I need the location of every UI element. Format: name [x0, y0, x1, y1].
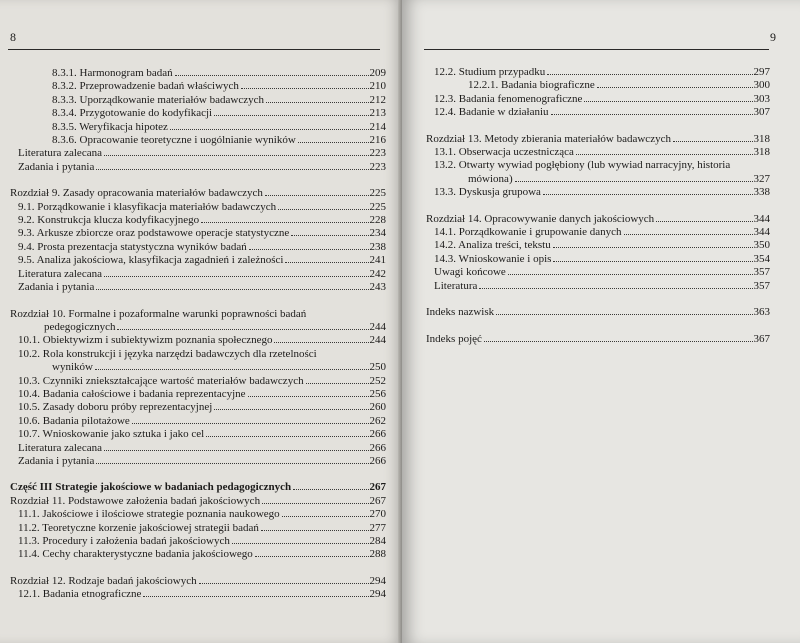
toc-entry-title: Literatura zalecana — [18, 267, 102, 280]
toc-entry-page: 288 — [369, 548, 386, 561]
dot-leader — [285, 262, 368, 263]
dot-leader — [96, 289, 368, 290]
toc-entry-title: 10.3. Czynniki zniekształcające wartość materiałów badawczych — [18, 374, 304, 387]
toc-entry — [10, 415, 386, 428]
toc-entry-page: 303 — [753, 92, 770, 105]
toc-spacer — [10, 174, 386, 187]
toc-entry — [10, 201, 386, 214]
toc-entry-continuation — [10, 321, 386, 334]
toc-entry-title: 10.5. Zasady doboru próby reprezentacyjnej — [18, 401, 213, 414]
toc-entry-page: 223 — [369, 160, 386, 173]
dot-leader — [547, 74, 752, 75]
toc-entry-title: Literatura — [434, 279, 478, 292]
toc-entry — [10, 495, 386, 508]
toc-entry-page: 357 — [753, 266, 770, 279]
dot-leader — [624, 234, 753, 235]
toc-entry-page: 244 — [369, 320, 386, 333]
toc-entry — [426, 213, 770, 226]
toc-entry — [10, 227, 386, 240]
toc-entry-title: 8.3.4. Przygotowanie do kodyfikacji — [52, 107, 213, 120]
toc-entry — [10, 348, 386, 375]
dot-leader — [278, 209, 368, 210]
toc-entry-page: 297 — [753, 66, 770, 78]
toc-entry-page: 267 — [369, 481, 386, 494]
dot-leader — [484, 341, 753, 342]
toc-entry-title: 10.1. Obiektywizm i subiektywizm poznania społecznego — [18, 334, 273, 347]
dot-leader — [673, 141, 753, 142]
toc-entry — [10, 535, 386, 548]
toc-entry-page: 294 — [369, 574, 386, 587]
toc-entry-page: 344 — [753, 226, 770, 239]
toc-entry — [10, 575, 386, 588]
toc-entry-page: 214 — [369, 120, 386, 133]
toc-entry — [10, 281, 386, 294]
dot-leader — [95, 369, 369, 370]
dot-leader — [291, 235, 368, 236]
toc-entry-page: 244 — [369, 334, 386, 347]
toc-entry-title: 9.5. Analiza jakościowa, klasyfikacja zagadnień i zależności — [18, 254, 284, 267]
dot-leader — [143, 596, 368, 597]
toc-entry-title: Zadania i pytania — [18, 160, 95, 173]
dot-leader — [553, 247, 753, 248]
toc-entry-title: Indeks pojęć — [426, 332, 482, 345]
toc-entry — [426, 93, 770, 106]
toc-entry — [426, 333, 770, 346]
header-rule-left — [8, 49, 380, 50]
toc-entry-title: Zadania i pytania — [18, 454, 95, 467]
toc-right — [426, 66, 770, 346]
toc-entry-title: 9.4. Prosta prezentacja statystyczna wyników badań — [18, 240, 247, 253]
toc-entry-title: 10.2. Rola konstrukcji i języka narzędzi badawczych dla rzetelności — [18, 347, 317, 360]
toc-entry — [10, 161, 386, 174]
toc-entry — [426, 266, 770, 279]
toc-entry — [426, 186, 770, 199]
toc-entry-title: 14.3. Wnioskowanie i opis — [434, 252, 552, 265]
dot-leader — [261, 530, 369, 531]
toc-entry-page: 213 — [369, 107, 386, 120]
toc-spacer — [426, 120, 770, 133]
page-number-left: 8 — [10, 30, 16, 44]
toc-entry-title: Indeks nazwisk — [426, 306, 495, 319]
toc-entry — [426, 239, 770, 252]
toc-entry-title: 12.2.1. Badania biograficzne — [468, 79, 595, 92]
dot-leader — [241, 88, 369, 89]
toc-entry-page: 267 — [369, 494, 386, 507]
toc-entry — [10, 508, 386, 521]
toc-entry — [426, 146, 770, 159]
dot-leader — [175, 75, 369, 76]
dot-leader — [96, 463, 368, 464]
toc-entry-page: 318 — [753, 132, 770, 145]
dot-leader — [249, 249, 369, 250]
dot-leader — [479, 288, 752, 289]
dot-leader — [199, 583, 369, 584]
toc-entry — [10, 94, 386, 107]
toc-entry-page: 210 — [369, 80, 386, 93]
toc-entry-page: 242 — [369, 267, 386, 280]
toc-spacer — [426, 320, 770, 333]
dot-leader — [282, 516, 369, 517]
toc-entry-page: 256 — [369, 387, 386, 400]
toc-entry-title: Literatura zalecana — [18, 441, 102, 454]
toc-entry-page: 241 — [369, 254, 386, 267]
toc-entry-page: 354 — [753, 252, 770, 265]
toc-entry-continuation — [434, 173, 770, 186]
toc-entry-title-cont: mówiona) — [468, 172, 513, 185]
toc-entry-title: 10.7. Wnioskowanie jako sztuka i jako cel — [18, 428, 205, 441]
dot-leader — [656, 221, 752, 222]
toc-entry-title: 8.3.2. Przeprowadzenie badań właściwych — [52, 80, 239, 93]
toc-entry-title: 13.3. Dyskusja grupowa — [434, 186, 541, 199]
dot-leader — [515, 181, 753, 182]
toc-entry-page: 266 — [369, 441, 386, 454]
toc-entry-page: 307 — [753, 106, 770, 119]
dot-leader — [255, 556, 369, 557]
toc-entry — [10, 334, 386, 347]
toc-entry — [426, 66, 770, 79]
toc-entry — [10, 67, 386, 80]
toc-entry-page: 234 — [369, 227, 386, 240]
toc-entry-page: 367 — [753, 332, 770, 345]
toc-entry-title: 8.3.6. Opracowanie teoretyczne i uogólnianie wyników — [52, 134, 296, 147]
toc-entry-title: 8.3.5. Weryfikacja hipotez — [52, 120, 168, 133]
toc-entry-page: 363 — [753, 306, 770, 319]
toc-entry-title: 10.4. Badania całościowe i badania reprezentacyjne — [18, 387, 246, 400]
toc-entry-page: 225 — [369, 187, 386, 200]
toc-entry-title: 9.2. Konstrukcja klucza kodyfikacyjnego — [18, 214, 200, 227]
toc-entry — [10, 428, 386, 441]
toc-entry-title: Zadania i pytania — [18, 281, 95, 294]
toc-entry-page: 294 — [369, 588, 386, 601]
dot-leader — [543, 194, 753, 195]
dot-leader — [96, 169, 368, 170]
toc-entry-title: 11.2. Teoretyczne korzenie jakościowej strategii badań — [18, 521, 259, 534]
toc-entry-page: 266 — [369, 428, 386, 441]
dot-leader — [117, 329, 368, 330]
toc-entry-page: 277 — [369, 521, 386, 534]
page-number-right: 9 — [770, 30, 776, 44]
toc-entry-page: 250 — [369, 361, 386, 374]
toc-entry-page: 212 — [369, 93, 386, 106]
toc-entry — [10, 588, 386, 601]
toc-entry-page: 252 — [369, 374, 386, 387]
toc-entry-page: 318 — [753, 146, 770, 159]
toc-entry — [10, 121, 386, 134]
toc-spacer — [10, 295, 386, 308]
toc-entry-title-cont: wyników — [52, 361, 93, 374]
dot-leader — [214, 409, 368, 410]
dot-leader — [214, 115, 368, 116]
toc-entry-title: 11.3. Procedury i założenia badań jakościowych — [18, 535, 230, 547]
toc-entry-continuation — [18, 361, 386, 374]
header-rule-right — [424, 49, 769, 50]
dot-leader — [298, 142, 369, 143]
dot-leader — [306, 383, 369, 384]
dot-leader — [104, 450, 369, 451]
toc-entry — [426, 159, 770, 186]
toc-entry-page: 228 — [369, 214, 386, 227]
toc-spacer — [426, 200, 770, 213]
toc-spacer — [426, 293, 770, 306]
dot-leader — [508, 274, 753, 275]
toc-entry-title: 9.1. Porządkowanie i klasyfikacja materiałów badawczych — [18, 200, 277, 213]
toc-entry — [10, 241, 386, 254]
toc-entry-title: Część III Strategie jakościowe w badaniach pedagogicznych — [10, 481, 292, 494]
toc-entry-title: Rozdział 11. Podstawowe założenia badań jakościowych — [10, 494, 261, 507]
toc-entry — [426, 226, 770, 239]
toc-entry — [426, 253, 770, 266]
dot-leader — [597, 87, 753, 88]
dot-leader — [266, 102, 369, 103]
toc-entry-title: 12.4. Badanie w działaniu — [434, 106, 549, 119]
toc-entry-page: 270 — [369, 508, 386, 521]
dot-leader — [584, 101, 752, 102]
dot-leader — [553, 261, 752, 262]
toc-entry — [10, 455, 386, 468]
toc-entry-page: 357 — [753, 279, 770, 292]
toc-entry-title: 11.4. Cechy charakterystyczne badania jakościowego — [18, 548, 253, 561]
toc-entry — [10, 107, 386, 120]
toc-entry-title: Literatura zalecana — [18, 147, 102, 160]
toc-entry — [10, 254, 386, 267]
toc-entry-page: 327 — [753, 172, 770, 185]
toc-entry — [10, 548, 386, 561]
dot-leader — [201, 222, 368, 223]
toc-entry-title: 11.1. Jakościowe i ilościowe strategie poznania naukowego — [18, 508, 280, 521]
toc-entry-title: 13.1. Obserwacja uczestnicząca — [434, 146, 574, 159]
toc-entry-page: 260 — [369, 401, 386, 414]
dot-leader — [232, 543, 369, 544]
toc-entry-page: 243 — [369, 281, 386, 294]
toc-entry-page: 266 — [369, 454, 386, 467]
toc-spacer — [10, 468, 386, 481]
toc-entry — [426, 306, 770, 319]
toc-entry-title: 14.2. Analiza treści, tekstu — [434, 239, 551, 252]
toc-entry-page: 216 — [369, 134, 386, 147]
toc-entry — [10, 308, 386, 335]
toc-entry-title: Rozdział 9. Zasady opracowania materiałów badawczych — [10, 187, 263, 200]
toc-entry — [10, 481, 386, 494]
toc-entry — [10, 187, 386, 200]
toc-entry-page: 300 — [753, 79, 770, 92]
right-page — [402, 0, 800, 643]
toc-entry-title: Rozdział 10. Formalne i pozaformalne warunki poprawności badań — [10, 307, 307, 320]
toc-entry — [10, 268, 386, 281]
toc-entry-title: 12.1. Badania etnograficzne — [18, 588, 142, 601]
toc-spacer — [10, 562, 386, 575]
dot-leader — [496, 314, 752, 315]
toc-entry-page: 223 — [369, 147, 386, 160]
toc-entry-page: 350 — [753, 239, 770, 252]
toc-entry-title: 8.3.3. Uporządkowanie materiałów badawczych — [52, 93, 264, 106]
toc-entry — [10, 401, 386, 414]
toc-entry-title: Rozdział 14. Opracowywanie danych jakościowych — [426, 212, 655, 225]
toc-entry — [10, 442, 386, 455]
toc-entry-page: 284 — [369, 535, 386, 547]
dot-leader — [265, 195, 369, 196]
toc-entry — [426, 280, 770, 293]
toc-entry-title: Uwagi końcowe — [434, 266, 506, 279]
toc-entry-title: 9.3. Arkusze zbiorcze oraz podstawowe operacje statystyczne — [18, 227, 290, 240]
toc-entry-title: 12.3. Badania fenomenograficzne — [434, 92, 583, 105]
toc-entry-page: 262 — [369, 414, 386, 427]
toc-entry — [10, 375, 386, 388]
dot-leader — [274, 342, 368, 343]
toc-entry — [10, 134, 386, 147]
toc-entry — [426, 133, 770, 146]
toc-entry — [426, 79, 770, 92]
dot-leader — [104, 276, 369, 277]
dot-leader — [576, 154, 753, 155]
toc-entry-title: 8.3.1. Harmonogram badań — [52, 67, 173, 79]
toc-left — [10, 67, 386, 602]
toc-entry — [10, 388, 386, 401]
dot-leader — [262, 503, 368, 504]
toc-entry-title: Rozdział 13. Metody zbierania materiałów badawczych — [426, 132, 671, 145]
toc-entry — [10, 522, 386, 535]
dot-leader — [170, 129, 369, 130]
toc-entry — [10, 147, 386, 160]
toc-entry-page: 209 — [369, 67, 386, 79]
dot-leader — [206, 436, 368, 437]
toc-entry-title-cont: pedegogicznych — [44, 320, 116, 333]
toc-entry — [426, 106, 770, 119]
dot-leader — [293, 489, 368, 490]
dot-leader — [551, 114, 753, 115]
toc-entry-page: 225 — [369, 200, 386, 213]
dot-leader — [248, 396, 369, 397]
toc-entry-page: 338 — [753, 186, 770, 199]
toc-entry-page: 238 — [369, 240, 386, 253]
toc-entry-title: Rozdział 12. Rodzaje badań jakościowych — [10, 574, 197, 587]
toc-entry-title: 14.1. Porządkowanie i grupowanie danych — [434, 226, 622, 239]
toc-entry-title: 13.2. Otwarty wywiad pogłębiony (lub wywiad narracyjny, historia — [434, 159, 731, 172]
toc-entry-title: 12.2. Studium przypadku — [434, 66, 546, 78]
dot-leader — [104, 155, 369, 156]
toc-entry-page: 344 — [753, 212, 770, 225]
toc-entry — [10, 214, 386, 227]
toc-entry — [10, 80, 386, 93]
dot-leader — [132, 423, 369, 424]
toc-entry-title: 10.6. Badania pilotażowe — [18, 414, 130, 427]
